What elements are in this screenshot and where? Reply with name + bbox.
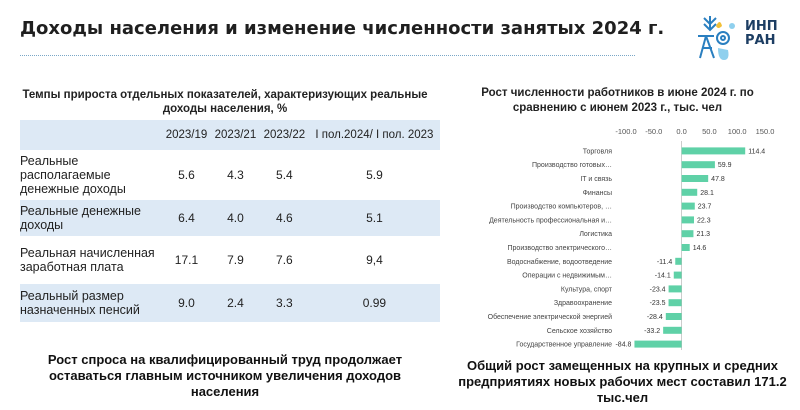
x-tick-label: 50.0 xyxy=(702,127,717,136)
table-row xyxy=(20,150,440,200)
left-conclusion: Рост спроса на квалифицированный труд продолжает оставаться главным источником увеличения доходов населения xyxy=(47,352,403,399)
title-divider xyxy=(20,55,635,56)
data-label: -14.1 xyxy=(654,272,671,280)
page-title: Доходы населения и изменение численности занятых 2024 г. xyxy=(20,18,665,39)
table-header-row xyxy=(20,120,440,150)
category-label: Деятельность профессиональная и… xyxy=(489,217,612,225)
bar xyxy=(675,258,681,265)
x-tick-label: -50.0 xyxy=(645,127,663,136)
x-tick-label: 0.0 xyxy=(676,127,687,136)
bar xyxy=(669,299,682,306)
x-tick-label: 150.0 xyxy=(755,127,775,136)
data-label: 14.6 xyxy=(692,245,707,252)
category-label: Государственное управление xyxy=(516,341,612,349)
data-label: -23.5 xyxy=(649,300,666,308)
row-label: Реальный размер назначенных пенсий xyxy=(20,289,140,317)
category-label: Финансы xyxy=(582,189,612,197)
table-cell: 7.6 xyxy=(276,253,293,267)
table-cell: 17.1 xyxy=(174,253,199,267)
data-label: 47.8 xyxy=(711,176,725,183)
table-cell: 7.9 xyxy=(227,253,244,267)
table-cell: 5.9 xyxy=(366,168,383,182)
data-label: 22.3 xyxy=(696,217,711,225)
table-cell: 6.4 xyxy=(178,211,195,225)
column-header: 2023/21 xyxy=(214,129,257,141)
data-label: -11.4 xyxy=(656,258,673,266)
category-label: IT и связь xyxy=(580,176,612,183)
bar xyxy=(682,175,709,182)
bar xyxy=(682,161,715,168)
category-label: Сельское хозяйство xyxy=(546,327,612,335)
table-cell: 5.1 xyxy=(366,211,383,225)
table-cell: 9.0 xyxy=(178,296,195,310)
bar xyxy=(634,341,681,348)
row-label: Реальные располагаемые денежные доходы xyxy=(20,154,126,196)
category-label: Здравоохранение xyxy=(553,300,612,308)
bar xyxy=(682,203,695,210)
category-label: Операции с недвижимым… xyxy=(522,272,612,280)
column-header: 2023/22 xyxy=(263,129,306,141)
bar xyxy=(682,230,694,237)
category-label: Производство готовых… xyxy=(532,162,612,170)
data-label: -33.2 xyxy=(644,327,661,335)
table-row xyxy=(20,200,440,236)
row-label: Реальные денежные доходы xyxy=(20,204,141,232)
table-cell: 5.6 xyxy=(178,168,195,182)
chart-title: Рост численности работников в июне 2024 г. по сравнению с июнем 2023 г., тыс. чел xyxy=(481,87,754,114)
table-row xyxy=(20,284,440,322)
table-cell: 4.6 xyxy=(276,211,293,225)
table-cell: 2.4 xyxy=(227,296,244,310)
data-label: 114.4 xyxy=(748,148,766,156)
category-label: Производство компьютеров, … xyxy=(510,203,612,211)
data-label: -84.8 xyxy=(615,341,632,349)
data-label: -28.4 xyxy=(646,314,663,321)
category-label: Культура, спорт xyxy=(560,286,612,294)
data-label: 21.3 xyxy=(696,231,711,239)
data-label: -23.4 xyxy=(649,286,666,294)
category-label: Логистика xyxy=(579,231,612,239)
table-cell: 4.3 xyxy=(227,168,244,182)
employment-bar-chart xyxy=(440,120,790,350)
row-label: Реальная начисленная заработная плата xyxy=(20,246,155,274)
table-cell: 0.99 xyxy=(362,296,387,310)
bar xyxy=(663,327,681,334)
column-header: I пол.2024/ I пол. 2023 xyxy=(315,129,434,141)
income-table xyxy=(20,120,440,322)
table-cell: 9,4 xyxy=(366,253,383,267)
header-corner xyxy=(20,120,162,150)
x-tick-label: 100.0 xyxy=(727,127,747,136)
table-cell: 3.3 xyxy=(276,296,293,310)
bar xyxy=(669,285,682,292)
category-label: Водоснабжение, водоотведение xyxy=(506,258,612,266)
column-header: 2023/19 xyxy=(165,129,208,141)
category-label: Производство электрического… xyxy=(507,245,612,252)
table-cell: 5.4 xyxy=(276,168,293,182)
data-label: 23.7 xyxy=(697,203,712,211)
category-label: Обеспечение электрической энергией xyxy=(487,314,612,321)
table-cell: 4.0 xyxy=(227,211,244,225)
logo-text: ИНП РАН xyxy=(745,19,778,48)
table-title: Темпы прироста отдельных показателей, характеризующих реальные доходы населения, % xyxy=(22,89,428,115)
category-label: Торговля xyxy=(582,148,612,156)
bar xyxy=(682,216,694,223)
data-label: 28.1 xyxy=(700,189,714,197)
x-tick-label: -100.0 xyxy=(615,127,637,136)
bar xyxy=(674,272,682,279)
data-label: 59.9 xyxy=(717,162,732,170)
bar xyxy=(682,147,746,154)
table-row xyxy=(20,236,440,284)
right-conclusion: Общий рост замещенных на крупных и средних предприятиях новых рабочих мест составил 171.2 тыс.чел xyxy=(458,358,787,405)
bar xyxy=(682,189,698,196)
bar xyxy=(682,244,690,251)
bar xyxy=(666,313,682,320)
